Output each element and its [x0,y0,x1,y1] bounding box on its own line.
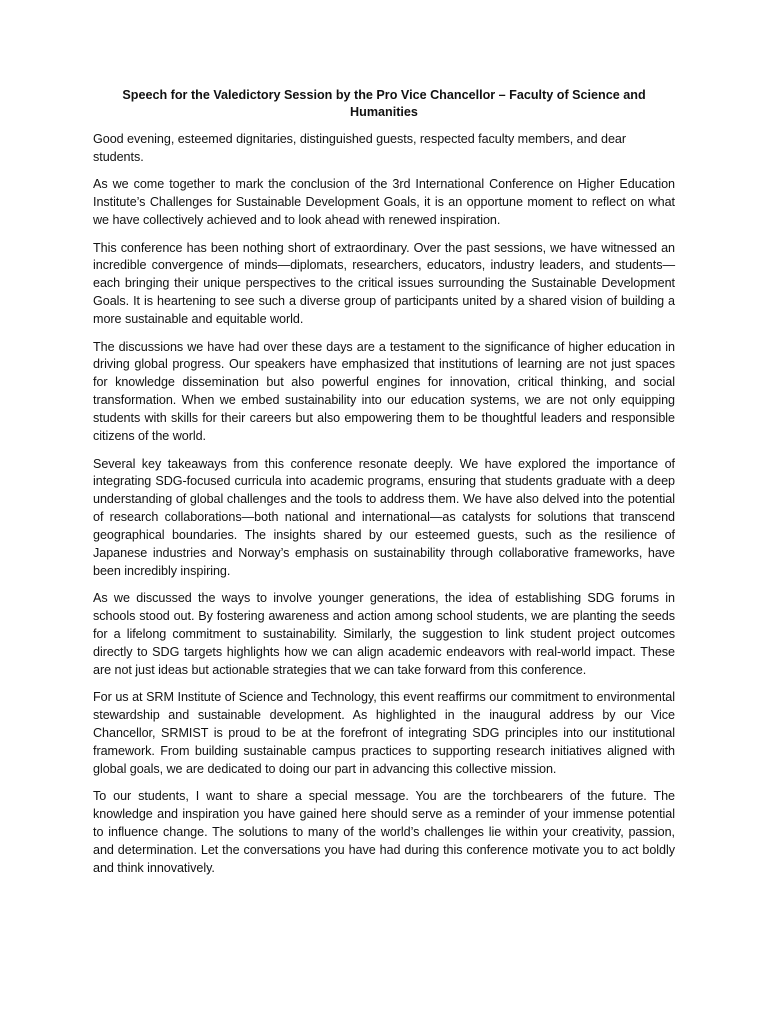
paragraph-takeaways: Several key takeaways from this conference resonate deeply. We have explored the importance of integrating SDG-focused curricula into academic programs, ensuring that students graduate with a deep understanding of global challenges and the tools to address them. We have also delved into the potential of research collaborations—both national and international—as catalysts for solutions that transcend geographical boundaries. The insights shared by our esteemed guests, such as the resilience of Japanese industries and Norway’s emphasis on sustainability through collaborative frameworks, have been incredibly inspiring. [93,456,675,578]
document-page [93,87,675,887]
paragraph-srm-institute: For us at SRM Institute of Science and Technology, this event reaffirms our commitment to environmental stewardship and sustainable development. As highlighted in the inaugural address by our Vice Chancellor, SRMIST is proud to be at the forefront of integrating SDG principles into our institutional framework. From building sustainable campus practices to supporting research initiatives aligned with global goals, we are dedicated to doing our part in advancing this collective mission. [93,690,675,776]
paragraph-younger-generations: As we discussed the ways to involve younger generations, the idea of establishing SDG forums in schools stood out. By fostering awareness and action among school students, we are planting the seeds for a lifelong commitment to sustainability. Similarly, the suggestion to link student project outcomes directly to SDG targets highlights how we can align academic endeavors with real-world impact. These are not just ideas but actionable strategies that we can take forward from this conference. [93,591,675,677]
document-title: Speech for the Valedictory Session by the Pro Vice Chancellor – Faculty of Science and Humanities [122,88,646,119]
paragraph-greeting: Good evening, esteemed dignitaries, distinguished guests, respected faculty members, and dear students. [93,132,626,164]
paragraph-discussions: The discussions we have had over these days are a testament to the significance of higher education in driving global progress. Our speakers have emphasized that institutions of learning are not just spaces for knowledge dissemination but also powerful engines for innovation, critical thinking, and social transformation. When we embed sustainability into our education systems, we are not only equipping students with skills for their careers but also empowering them to be thoughtful leaders and responsible citizens of the world. [93,339,675,444]
paragraph-students-message: To our students, I want to share a special message. You are the torchbearers of the future. The knowledge and inspiration you have gained here should serve as a reminder of your immense potential to influence change. The solutions to many of the world’s challenges lie within your creativity, passion, and determination. Let the conversations you have had during this conference motivate you to act boldly and think innovatively. [93,789,675,876]
paragraph-extraordinary: This conference has been nothing short of extraordinary. Over the past sessions, we have witnessed an incredible convergence of minds—diplomats, researchers, educators, industry leaders, and students—each bringing their unique perspectives to the critical issues surrounding the Sustainable Development Goals. It is heartening to see such a diverse group of participants united by a shared vision of building a more sustainable and equitable world. [93,240,675,327]
paragraph-conclusion: As we come together to mark the conclusion of the 3rd International Conference on Higher Education Institute’s Challenges for Sustainable Development Goals, it is an opportune moment to reflect on what we have collectively achieved and to look ahead with renewed inspiration. [93,177,675,228]
